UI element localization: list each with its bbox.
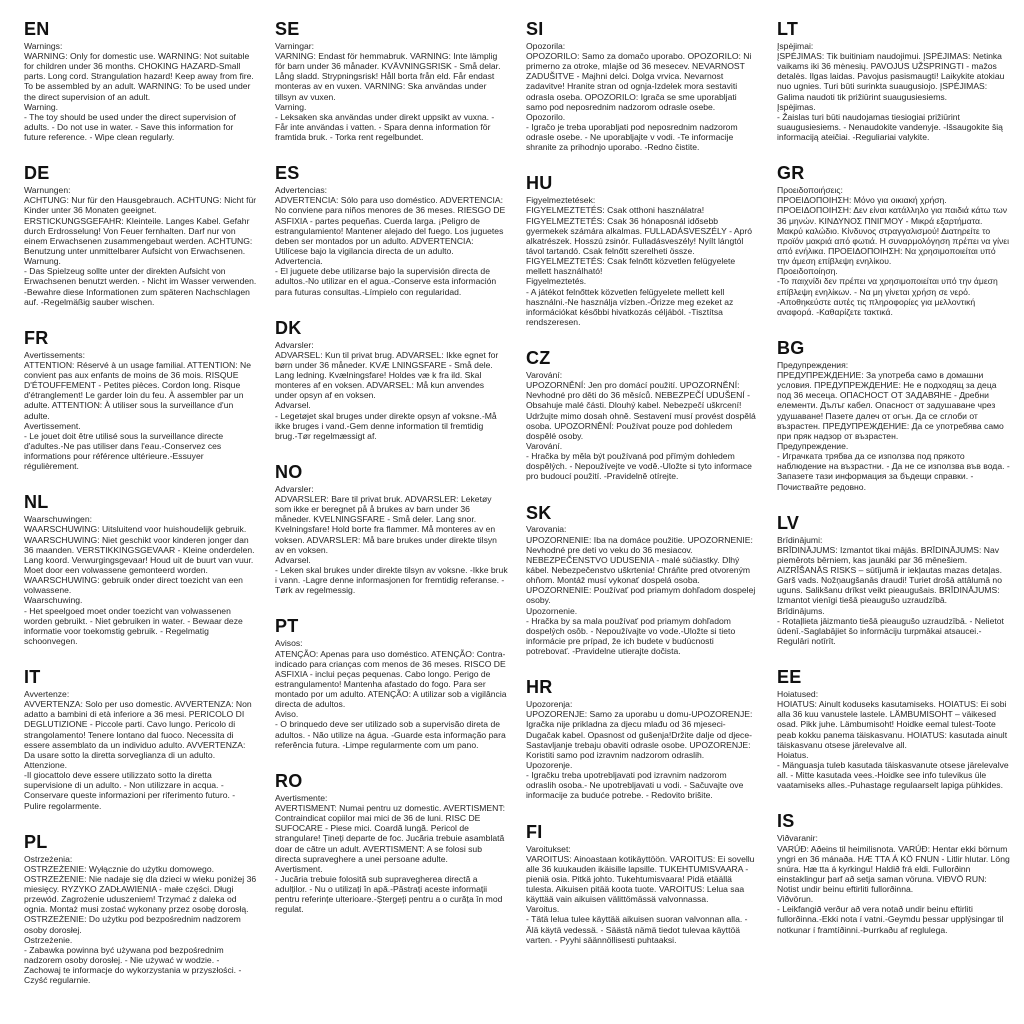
- warnings-text: ΠΡΟΕΙΔΟΠΟΙΗΣΗ: Μόνο για οικιακή χρήση. ΠΡΟΕΙΔΟΠΟΙΗΣΗ: Δεν είναι κατάλληλο για παιδιά κάτω των 36 μηνών. ΚΙΝΔΥΝΟΣ ΠΝΙΓΜΟΥ - Μικρά εξαρτήματα. Μακρύ καλώδιο. Κίνδυνος στραγγαλισμού! Διατηρείτε το προϊόν μακριά από φωτιά. Η συναρμολόγηση πρέπει να γίνει από ενήλικα. ΠΡΟΕΙΔΟΠΟΙΗΣΗ: Να χρησιμοποιείται υπό την άμεση επίβλεψη ενηλίκου.: [777, 195, 1010, 267]
- column-4: [777, 20, 1010, 935]
- notes-label: Figyelmeztetés.: [526, 276, 587, 287]
- lang-code-ee: EE: [777, 667, 802, 688]
- warnings-text: UPOZORNĚNÍ: Jen pro domácí použití. UPOZORNĚNÍ: Nevhodné pro děti do 36 měsíců. NEBEZPEČÍ UDUŠENÍ - Obsahuje malé části. Dlouhý kabel. Nebezpečí uškrcení! Udržujte mimo dosah ohně. Sestavení musí provést dospělá osoba. UPOZORNĚNÍ: Používat pouze pod dohledem dospělé osoby.: [526, 380, 756, 441]
- lang-section-cz: [526, 349, 759, 481]
- lang-code-fr: FR: [24, 327, 49, 348]
- warnings-text: OSTRZEŻENIE: Wyłącznie do użytku domowego. OSTRZEŻENIE: Nie nadaje się dla dzieci w wieku poniżej 36 miesięcy. RYZYKO ZADŁAWIENIA - małe części. Długi przewód. Zagrożenie uduszeniem! Trzymać z daleka od ognia. Montaż musi zostać wykonany przez osobę dorosłą. OSTRZEŻENIE: Do użytku pod bezpośrednim nadzorem osoby dorosłej.: [24, 863, 257, 935]
- warnings-text: WAARSCHUWING: Uitsluitend voor huishoudelijk gebruik. WAARSCHUWING: Niet geschikt voor kinderen jonger dan 36 maanden. VERSTIKKINGSGEVAAR - Kleine onderdelen. Lang koord. Verwurgingsgevaar! Houd uit de buurt van vuur. Moet door een volwassene gemonteerd worden. WAARSCHUWING: gebruik onder direct toezicht van een volwassene.: [24, 524, 255, 596]
- lang-section-hu: [526, 174, 759, 327]
- warnings-label: Advarsler:: [275, 483, 314, 494]
- warnings-text: ADVERTENCIA: Sólo para uso doméstico. ADVERTENCIA: No conviene para niños menores de 36 meses. RIESGO DE ASFIXIA - partes pequeñas. Cuerda larga. ¡Peligro de estrangulamiento! Mantener alejado del fuego. Los juguetes deben ser montados por un adulto. ADVERTENCIA: Utilícese bajo la vigilancia directa de un adulto.: [275, 195, 506, 257]
- warnings-text: UPOZORNENIE: Iba na domáce použitie. UPOZORNENIE: Nevhodné pre deti vo veku do 36 mesiacov. NEBEZPEČENSTVO UDUSENIA - malé súčiastky. Dlhý kábel. Nebezpečenstvo uškrtenia! Chráňte pred otvoreným ohňom. Montáž musí vykonať dospelá osoba. UPOZORNENIE: Používať pod priamym dohľadom dospelej osoby.: [526, 534, 756, 606]
- warnings-text: AVVERTENZA: Solo per uso domestic. AVVERTENZA: Non adatto a bambini di età inferiore a 36 mesi. PERICOLO DI DEGLUTIZIONE - Piccole parti. Cavo lungo. Pericolo di strangolamento! Tenere lontano dal fuoco. Necessita di essere assemblato da un individuo adulto. AVVERTENZA: Da usare sotto la diretta sorveglianza di un adulto.: [24, 699, 252, 760]
- lang-section-pt: [275, 617, 508, 749]
- lang-code-si: SI: [526, 19, 544, 39]
- notes-text: - Igračo je treba uporabljati pod neposrednim nadzorom odrasle osebe. - Ne uporabljajte v vodi. -Te informacije shranite za prihodnjo uporabo. -Redno čistite.: [526, 122, 738, 153]
- notes-text: - O brinquedo deve ser utilizado sob a supervisão direta de adultos. - Não utilize na água. -Guarde esta informação para referência futura. -Limpe regularmente com um pano.: [275, 719, 506, 750]
- warnings-text: WARNING: Only for domestic use. WARNING: Not suitable for children under 36 months. CHOKING HAZARD-Small parts. Long cord. Strangulation hazard! Keep away from fire. To be assembled by an adult. WARNING: To be used under the direct supervision of an adult.: [24, 51, 254, 102]
- notes-label: Advarsel.: [275, 400, 311, 411]
- notes-text: - Hračka by měla být používaná pod přímým dohledem dospělých. - Nepoužívejte ve vodě.-Uložte si tyto informace pro budoucí použití. -Pravidelně otírejte.: [526, 451, 752, 482]
- notes-text: - The toy should be used under the direct supervision of adults. - Do not use in water. - Save this information for future reference. - Wipe clean regularly.: [24, 111, 236, 143]
- notes-label: Waarschuwing.: [24, 595, 83, 606]
- warnings-text: ĮSPĖJIMAS: Tik buitiniam naudojimui. ĮSPĖJIMAS: Netinka vaikams iki 36 mėnesių. PAVOJUS UŽSPRINGTI - mažos detalės. Ilgas laidas. Pavojus pasismaugti! Laikykite atokiau nuo ugnies. Turi būti surinkta suaugusiojo. ĮSPĖJIMAS: Galima naudoti tik prižiūrint suaugusiesiems.: [777, 51, 1005, 102]
- lang-code-lv: LV: [777, 512, 800, 533]
- notes-label: Предупреждение.: [777, 441, 849, 452]
- lang-section-lv: [777, 514, 1010, 646]
- warnings-label: Varování:: [526, 370, 563, 381]
- notes-text: - Het speelgoed moet onder toezicht van volwassenen worden gebruikt. - Niet gebruiken in water. - Bewaar deze informatie voor toekomstig gebruik. - Regelmatig schoonvegen.: [24, 605, 243, 647]
- warnings-label: Advertencias:: [275, 185, 328, 196]
- notes-label: Avertisment.: [275, 863, 323, 874]
- lang-section-si: [526, 20, 759, 152]
- warnings-label: Waarschuwingen:: [24, 514, 92, 525]
- notes-label: Varoitus.: [526, 904, 560, 915]
- notes-label: Avertissement.: [24, 420, 81, 431]
- lang-code-is: IS: [777, 811, 795, 832]
- warnings-label: Avertismente:: [275, 792, 328, 803]
- lang-section-dk: [275, 319, 508, 441]
- warnings-label: Figyelmeztetések:: [526, 195, 596, 206]
- notes-text: - Mänguasja tuleb kasutada täiskasvanute otsese järelevalve all. - Mitte kasutada vees.-Hoidke see info tulevikus üle vaatamiseks alles.-Puhastage regulaarselt lapiga pühkides.: [777, 760, 1009, 791]
- notes-text: - Hračka by sa mala používať pod priamym dohľadom dospelých osôb. - Nepoužívajte vo vode.-Uložte si tieto informácie pre prípad, že ich budete v budúcnosti potrebovať. -Pravidelne utierajte dočista.: [526, 615, 736, 657]
- notes-text: - Igračku treba upotrebljavati pod izravnim nadzorom odraslih osoba.- Ne upotrebljavati u vodi. - Sačuvajte ove informacije za buduće potrebe. - Redovito brišite.: [526, 770, 744, 801]
- notes-label: Upozornenie.: [526, 605, 578, 616]
- lang-code-ro: RO: [275, 770, 303, 791]
- lang-code-hu: HU: [526, 173, 553, 194]
- lang-section-pl: [24, 833, 257, 986]
- notes-label: Varning.: [275, 101, 307, 112]
- warnings-label: Warnungen:: [24, 185, 71, 196]
- notes-text: - A játékot felnőttek közvetlen felügyelete mellett kell használni.-Ne használja vízben.-Őrizze meg ezeket az információkat későbbi hivatkozás céljából. -Tisztítsa rendszeresen.: [526, 286, 734, 328]
- notes-text: - Legetøjet skal bruges under direkte opsyn af voksne.-Må ikke bruges i vand.-Gem denne information til fremtidig brug.-Tør regelmæssigt af.: [275, 410, 497, 441]
- notes-text: -Il giocattolo deve essere utilizzato sotto la diretta supervisione di un adulto. - Non utilizzare in acqua. -Conservare queste informazioni per riferimento futuro. -Pulire regolarmente.: [24, 770, 236, 811]
- notes-text: - Leikfangið verður að vera notað undir beinu eftirliti fullorðinna.-Ekki nota í vatni.-Geymdu þessar upplýsingar til notkunar í framtíðinni.-Þurrkaðu af reglulega.: [777, 904, 1004, 935]
- lang-section-fr: [24, 329, 257, 472]
- warnings-label: Avisos:: [275, 638, 303, 649]
- lang-section-no: [275, 463, 508, 595]
- lang-code-cz: CZ: [526, 348, 551, 369]
- lang-section-nl: [24, 493, 257, 646]
- notes-label: Ostrzeżenie.: [24, 934, 73, 945]
- warnings-label: Предупреждения:: [777, 359, 849, 370]
- notes-text: - Das Spielzeug sollte unter der direkten Aufsicht von Erwachsenen benutzt werden. - Nicht im Wasser verwenden. -Bewahre diese Informationen zum späteren Nachschlagen auf. -Regelmäßig sauber wischen.: [24, 266, 257, 307]
- notes-label: Viðvörun.: [777, 894, 814, 905]
- notes-label: Warnung.: [24, 256, 61, 267]
- lang-code-pt: PT: [275, 616, 299, 637]
- notes-text: - Zabawka powinna być używana pod bezpośrednim nadzorem osoby dorosłej. - Nie używać w wodzie. - Zachowaj te informacje do wykorzystania w przyszłości. - Czyść regularnie.: [24, 944, 242, 986]
- lang-code-es: ES: [275, 163, 300, 184]
- warnings-label: Varoitukset:: [526, 843, 571, 854]
- notes-label: Įspėjimas.: [777, 101, 816, 112]
- notes-text: -Το παιχνίδι δεν πρέπει να χρησιμοποιείται υπό την άμεση επίβλεψη ενηλίκων. - Να μη γίνεται χρήση σε νερό. -Αποθηκεύστε αυτές τις πληροφορίες για μελλοντική αναφορά. -Καθαρίζετε τακτικά.: [777, 276, 998, 317]
- warnings-text: VARÚÐ: Aðeins til heimilisnota. VARÚÐ: Hentar ekki börnum yngri en 36 mánaða. HÆ TTA Á KÖ FNUN - Litlir hlutar. Löng snúra. Hæ tta á kyrkingu! Haldið frá eldi. Fullorðinn einstaklingur þarf að setja saman vöruna. VIÐVÖ RUN: Notist undir beinu eftirliti fullorðinna.: [777, 843, 1010, 895]
- notes-label: Upozorenje.: [526, 760, 573, 771]
- notes-text: - Tätä lelua tulee käyttää aikuisen suoran valvonnan alla. - Älä käytä vedessä. - Säästä nämä tiedot tulevaa käyttöä varten. - Pyyhi säännöllisesti puhtaaksi.: [526, 914, 748, 945]
- warnings-label: Viðvaranir:: [777, 833, 818, 844]
- lang-code-hr: HR: [526, 677, 553, 698]
- warnings-label: Προειδοποιήσεις:: [777, 185, 843, 196]
- lang-code-fi: FI: [526, 821, 543, 842]
- lang-code-gr: GR: [777, 163, 805, 184]
- warnings-label: Advarsler:: [275, 339, 314, 350]
- warnings-text: FIGYELMEZTETÉS: Csak otthoni használatra! FIGYELMEZTETÉS: Csak 36 hónaposnál idősebb gyermekek számára alkalmas. FULLADÁSVESZÉLY - Apró alkatrészek. Hosszú zsinór. Fulladásveszély! Nyílt lángtól távol tartandó. Csak felnőtt szerelheti össze. FIGYELMEZTETÉS: Csak felnőtt közvetlen felügyelete mellett használható!: [526, 205, 753, 277]
- warnings-text: HOIATUS: Ainult koduseks kasutamiseks. HOIATUS: Ei sobi alla 36 kuu vanustele lastele. LÄMBUMISOHT – väikesed osad. Pikk juhe. Lämbumisoht! Hoidke eemal tulest-Toote peab kokku panema täiskasvanu. HOIATUS: kasutada ainult täiskasvanu otsese järelevalve all.: [777, 699, 1008, 750]
- warnings-label: Varningar:: [275, 40, 315, 51]
- lang-code-de: DE: [24, 163, 50, 184]
- lang-section-is: [777, 812, 1010, 934]
- warnings-text: ACHTUNG: Nur für den Hausgebrauch. ACHTUNG: Nicht für Kinder unter 36 Monaten geeignet. ERSTICKUNGSGEFAHR: Kleinteile. Langes Kabel. Gefahr durch Erdrosselung! Von Feuer fernhalten. Darf nur von einem Erwachsenen zusammengebaut werden. ACHTUNG: Benutzung unter unmittelbarer Aufsicht von Erwachsenen.: [24, 195, 257, 257]
- lang-section-fi: [526, 823, 759, 945]
- warnings-label: Warnings:: [24, 40, 63, 51]
- lang-code-en: EN: [24, 19, 50, 39]
- warnings-text: UPOZORENJE: Samo za uporabu u domu-UPOZORENJE: Igračka nije prikladna za djecu mlađu od 36 mjeseci-Dugačak kabel. Opasnost od gušenja!Držite dalje od djece-Sastavljanje trebaju obaviti odrasle osobe. UPOZORENJE: Koristiti samo pod izravnim nadzorom odraslih.: [526, 709, 753, 760]
- lang-section-it: [24, 668, 257, 811]
- lang-section-ro: [275, 772, 508, 915]
- warnings-label: Avvertenze:: [24, 689, 70, 700]
- notes-text: - Jucăria trebuie folosită sub supravegherea directă a adulților. - Nu o utilizați în apă.-Păstrați aceste informații pentru referințe ulterioare.-Ștergeți pentru a o curăța în mod regulat.: [275, 873, 503, 915]
- warnings-text: AVERTISMENT: Numai pentru uz domestic. AVERTISMENT: Contraindicat copiilor mai mici de 36 de luni. RISC DE SUFOCARE - Piese mici. Coardă lungă. Pericol de strangulare! Țineți departe de foc. Jucăria trebuie asamblată doar de către un adult. AVERTISMENT: A se folosi sub directa supraveghere a unei persoane adulte.: [275, 802, 506, 864]
- lang-section-ee: [777, 668, 1010, 790]
- lang-code-it: IT: [24, 667, 41, 688]
- notes-label: Attenzione.: [24, 760, 67, 771]
- lang-code-se: SE: [275, 19, 300, 39]
- notes-text: - Rotaļlieta jāizmanto tiešā pieaugušo uzraudzībā. - Nelietot ūdenī.-Saglabājiet šo informāciju turpmākai atsaucei.-Regulāri notīrīt.: [777, 615, 1004, 647]
- notes-label: Προειδοποίηση.: [777, 266, 838, 277]
- warnings-label: Varovania:: [526, 524, 567, 535]
- notes-text: - Leksaken ska användas under direkt uppsikt av vuxna. - Får inte användas i vatten. - Spara denna information för framtida bruk. - Torka rent regelbundet.: [275, 111, 495, 143]
- lang-section-es: [275, 164, 508, 296]
- notes-label: Advertencia.: [275, 256, 323, 267]
- warnings-text: ADVARSEL: Kun til privat brug. ADVARSEL: Ikke egnet for børn under 36 måneder. KVÆ LNINGSFARE - Små dele. Lang ledning. Kvælningsfare! Holdes væ k fra ild. Skal monteres af en voksen. ADVARSEL: Må kun anvendes under opsyn af en voksen.: [275, 349, 499, 401]
- notes-label: Hoiatus.: [777, 749, 809, 760]
- warnings-label: Opozorila:: [526, 40, 566, 51]
- lang-code-sk: SK: [526, 502, 552, 523]
- lang-section-se: [275, 20, 508, 142]
- warnings-label: Avertissements:: [24, 349, 85, 360]
- lang-code-dk: DK: [275, 317, 302, 338]
- lang-code-lt: LT: [777, 19, 799, 39]
- warnings-label: Upozorenja:: [526, 699, 573, 710]
- lang-section-hr: [526, 678, 759, 800]
- lang-section-en: [24, 20, 257, 142]
- lang-code-bg: BG: [777, 338, 805, 359]
- notes-text: - Leken skal brukes under direkte tilsyn av voksne. -Ikke bruk i vann. -Lagre denne informasjonen for fremtidig referanse. -Tørk av regelmessig.: [275, 565, 508, 596]
- warnings-text: BRĪDINĀJUMS: Izmantot tikai mājās. BRĪDINĀJUMS: Nav piemērots bērniem, kas jaunāki par 36 mēnešiem. AIZRĪŠANĀS RISKS – sūtījumā ir iekļautas mazas detaļas. Garš vads. Nožņaugšanās draudi! Turiet drošā attālumā no uguns. Salikšanu drīkst veikt pieaugušais. BRĪDINĀJUMS: Izmantot vienīgi tiešā pieaugušo uzraudzībā.: [777, 544, 1002, 606]
- warnings-text: ATTENTION: Réservé à un usage familial. ATTENTION: Ne convient pas aux enfants de moins de 36 mois. RISQUE D'ÉTOUFFEMENT - Petites pièces. Cordon long. Risque d'étranglement! Le garder loin du feu. À assembler par un adulte. ATTENTION: À utiliser sous la surveillance d'un adulte.: [24, 359, 251, 421]
- notes-label: Advarsel.: [275, 554, 311, 565]
- notes-text: - Играчката трябва да се използва под прякото наблюдение на възрастни. - Да не се използва във вода. - Запазете тази информация за бъдещи справки. - Почиствайте редовно.: [777, 451, 1010, 492]
- lang-section-gr: [777, 164, 1010, 317]
- lang-section-de: [24, 164, 257, 307]
- notes-label: Aviso.: [275, 709, 299, 720]
- lang-code-no: NO: [275, 462, 303, 483]
- lang-section-sk: [526, 504, 759, 657]
- lang-code-nl: NL: [24, 492, 49, 513]
- notes-label: Warning.: [24, 101, 59, 112]
- warnings-text: ATENÇÃO: Apenas para uso doméstico. ATENÇÃO: Contra-indicado para crianças com menos de 36 meses. RISCO DE ASFIXIA - inclui peças pequenas. Cabo longo. Perigo de estrangulamento! Mantenha afastado do fogo. Para ser montado por um adulto. ATENÇÃO: A utilizar sob a vigilância directa de adultos.: [275, 648, 507, 710]
- warnings-text: ADVARSLER: Bare til privat bruk. ADVARSLER: Leketøy som ikke er beregnet på å brukes av barn under 36 måneder. KVELNINGSFARE - Små deler. Lang snor. Kvelningsfare! Hold borte fra flammer. Må monteres av en voksen. ADVARSLER: Må bare brukes under direkte tilsyn av en voksen.: [275, 494, 497, 555]
- warnings-text: VARNING: Endast för hemmabruk. VARNING: Inte lämplig för barn under 36 månader. KVÄVNINGSRISK - Små delar. Lång sladd. Strypningsrisk! Håll borta från eld. Får endast monteras av en vuxen. VARNING: Ska användas under tillsyn av vuxen.: [275, 51, 501, 102]
- column-2: [275, 20, 508, 914]
- warnings-label: Brīdinājumi:: [777, 534, 823, 545]
- warnings-label: Įspėjimai:: [777, 40, 814, 51]
- notes-label: Opozorilo.: [526, 111, 566, 122]
- notes-label: Brīdinājums.: [777, 605, 825, 616]
- notes-text: - Žaislas turi būti naudojamas tiesiogiai prižiūrint suaugusiesiems. - Nenaudokite vandenyje. -Išsaugokite šią informaciją ateičiai. -Reguliariai valykite.: [777, 111, 1003, 143]
- warnings-text: VAROITUS: Ainoastaan kotikäyttöön. VAROITUS: Ei sovellu alle 36 kuukauden ikäisille lapsille. TUKEHTUMISVAARA - pieniä osia. Pitkä johto. Tukehtumisvaara! Pidä etäällä tulesta. Aikuisen pitää koota tuote. VAROITUS: Lelua saa käyttää vain aikuisen välittömässä valvonnassa.: [526, 853, 755, 905]
- warnings-label: Ostrzeżenia:: [24, 853, 73, 864]
- warnings-text: ПРЕДУПРЕЖДЕНИЕ: За употреба само в домашни условия. ПРЕДУПРЕЖДЕНИЕ: Не е подходящ за деца под 36 месеца. ОПАСНОСТ ОТ ЗАДАВЯНЕ - Дребни елементи. Дълъг кабел. Опасност от задушаване чрез удушаване! Пазете далеч от огън. Да се сглоби от възрастен. ПРЕДУПРЕЖДЕНИЕ: Да се употребява само при пряк надзор от възрастен.: [777, 370, 1004, 441]
- column-1: [24, 20, 257, 985]
- notes-text: - El juguete debe utilizarse bajo la supervisión directa de adultos.-No utilizar en el agua.-Conserve esta información para futuras consultas.-Límpielo con regularidad.: [275, 266, 497, 297]
- column-3: [526, 20, 759, 945]
- warnings-label: Hoiatused:: [777, 689, 819, 700]
- warnings-text: OPOZORILO: Samo za domačo uporabo. OPOZORILO: Ni primerno za otroke, mlajše od 36 mesecev. NEVARNOST ZADUŠITVE - Majhni delci. Dolga vrvica. Nevarnost zadavitve! Hranite stran od ognja-Izdelek mora sestaviti odrasla oseba. OPOZORILO: Igrača se sme uporabljati samo pod neposrednim nadzorom odrasle osebe.: [526, 51, 752, 112]
- lang-code-pl: PL: [24, 831, 48, 852]
- lang-section-lt: [777, 20, 1010, 142]
- notes-text: - Le jouet doit être utilisé sous la surveillance directe d'adultes.-Ne pas utiliser dans l'eau.-Conservez ces informations pour référence ultérieure.-Essuyer régulièrement.: [24, 430, 224, 472]
- lang-section-bg: [777, 339, 1010, 492]
- notes-label: Varování.: [526, 441, 563, 452]
